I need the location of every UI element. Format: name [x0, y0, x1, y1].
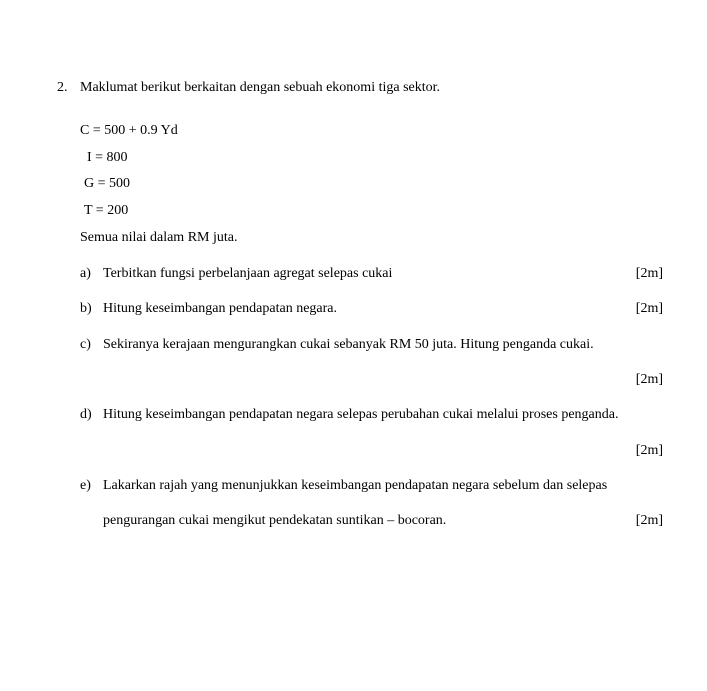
- equation-tax: T = 200: [84, 203, 129, 218]
- part-text-line2: pengurangan cukai mengikut pendekatan suntikan – bocoran.: [103, 513, 447, 528]
- part-marks: [2m]: [635, 266, 663, 281]
- question-intro: Maklumat berikut berkaitan dengan sebuah ekonomi tiga sektor.: [80, 80, 441, 95]
- part-text-line1: Lakarkan rajah yang menunjukkan keseimbangan pendapatan negara sebelum dan selepas: [103, 478, 608, 493]
- equation-investment: I = 800: [87, 150, 128, 165]
- part-text: Hitung keseimbangan pendapatan negara selepas perubahan cukai melalui proses penganda.: [103, 407, 619, 422]
- part-label: b): [80, 301, 92, 316]
- part-marks: [2m]: [635, 443, 663, 458]
- question-number: 2.: [57, 80, 68, 95]
- equation-government: G = 500: [84, 176, 131, 191]
- part-text: Sekiranya kerajaan mengurangkan cukai sebanyak RM 50 juta. Hitung penganda cukai.: [103, 337, 594, 352]
- part-text: Terbitkan fungsi perbelanjaan agregat selepas cukai: [103, 266, 393, 281]
- equation-consumption: C = 500 + 0.9 Yd: [80, 123, 178, 138]
- part-label: e): [80, 478, 91, 493]
- part-marks: [2m]: [635, 372, 663, 387]
- values-note: Semua nilai dalam RM juta.: [80, 230, 238, 245]
- part-label: d): [80, 407, 92, 422]
- part-marks: [2m]: [635, 301, 663, 316]
- part-text: Hitung keseimbangan pendapatan negara.: [103, 301, 338, 316]
- part-label: a): [80, 266, 91, 281]
- part-label: c): [80, 337, 91, 352]
- part-marks: [2m]: [635, 513, 663, 528]
